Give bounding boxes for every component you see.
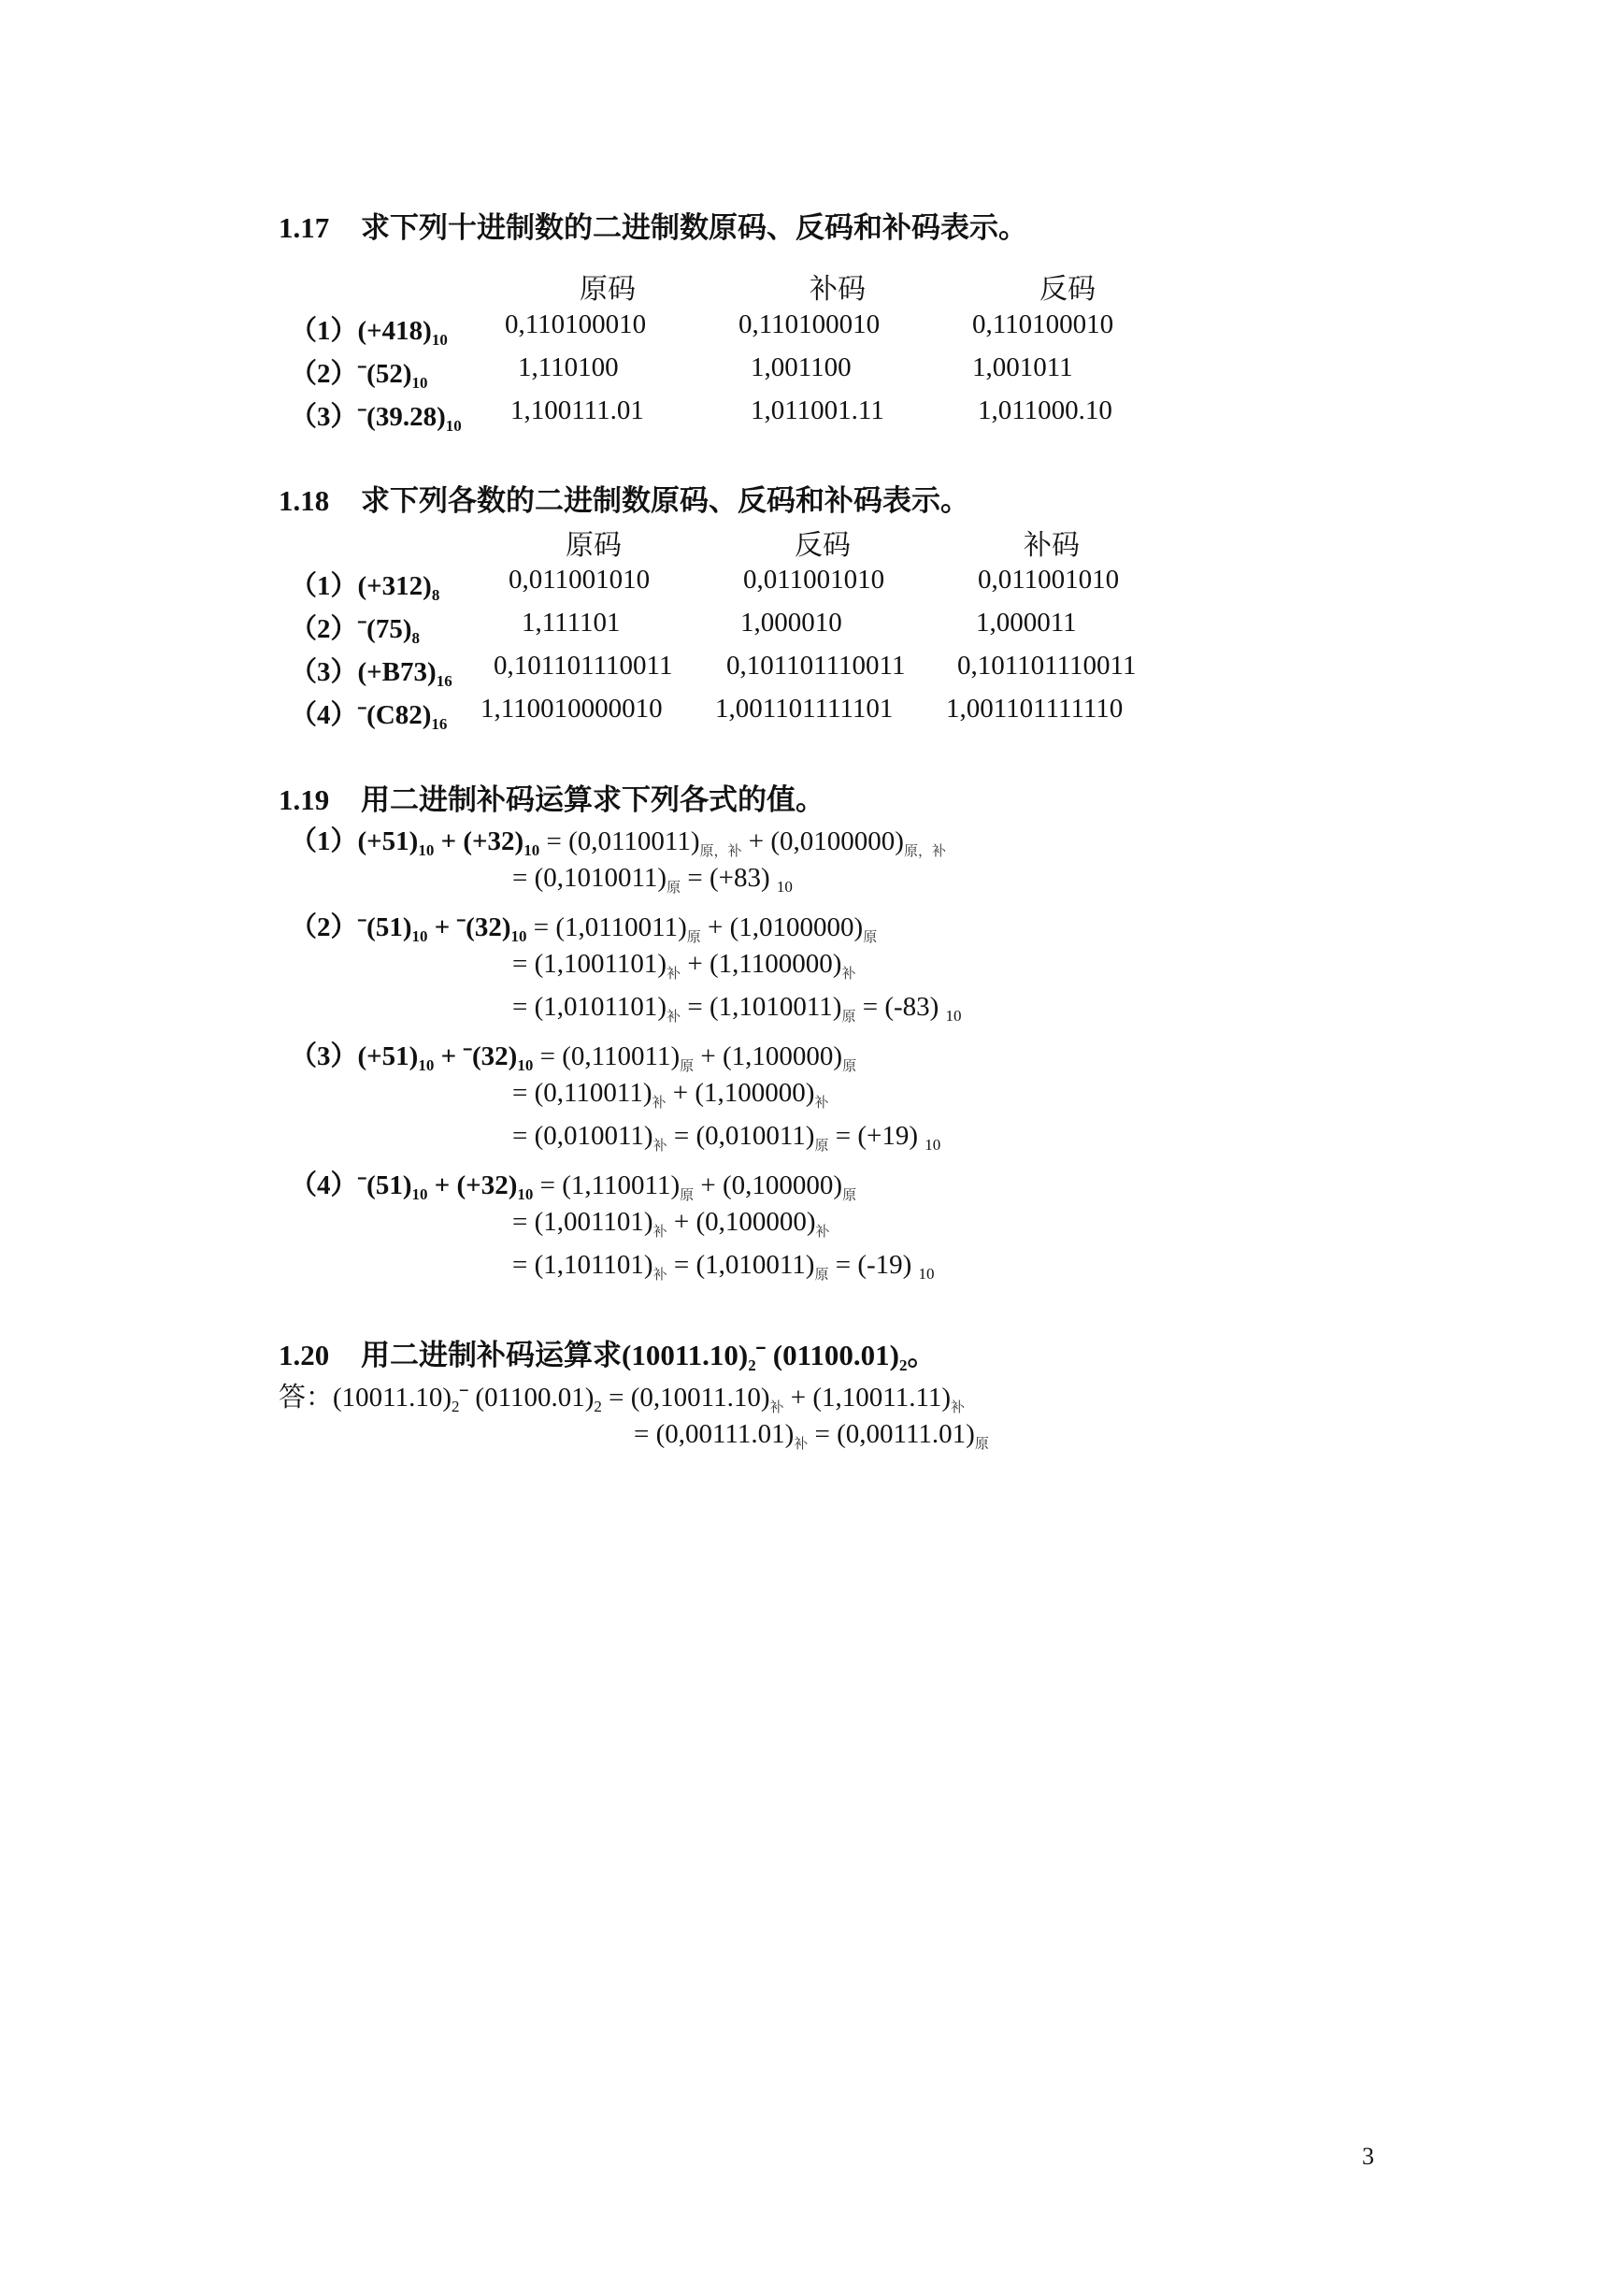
table-cell: 0,101101110011 xyxy=(957,651,1137,681)
table-cell: 0,011001010 xyxy=(509,565,651,595)
equation-2-line-2: = $(1,1001101)_补 + (1,1100000)_补$ xyxy=(512,949,856,982)
equation-4-line-2: = $(1,001101)_补 + (0,100000)_补$ xyxy=(512,1207,830,1240)
col-header-fanma: 反码 xyxy=(795,529,851,562)
table-cell: 0,101101110011 xyxy=(494,651,673,681)
table-cell: 1,110100 xyxy=(518,352,619,382)
col-header-fanma: 反码 xyxy=(1039,273,1096,306)
equation-1-line-1: $(1)(+51)_{10} + (+32)_{10} = (0,0110011)_{原,补} + (0,0100000)_{原,补}$ xyxy=(290,826,946,859)
table-cell: 0,110100010 xyxy=(972,309,1114,339)
table-cell: 1,000011 xyxy=(976,608,1077,638)
col-header-buma: 补码 xyxy=(810,273,866,306)
heading-1-18: 1.18 求下列各数的二进制数原码、反码和补码表示。 xyxy=(279,484,969,517)
row-label: $(2)ˉ(52)_{10}$ xyxy=(290,359,428,392)
table-cell: 1,001011 xyxy=(972,352,1073,382)
table-cell: 1,001100 xyxy=(751,352,852,382)
heading-1-20: 1.20 用二进制补码运算求$(10011.10)_2ˉ$ $(01100.01)_2$。 xyxy=(279,1339,937,1374)
row-label: $(1)(+312)_8$ xyxy=(290,571,440,604)
col-header-buma: 补码 xyxy=(1024,529,1080,562)
equation-3-line-3: = $(0,010011)_补 = (0,010011)_原 = (+19)$ $_{10}$ xyxy=(512,1121,941,1154)
table-cell: 1,111101 xyxy=(522,608,621,638)
col-header-yuanma: 原码 xyxy=(566,529,622,562)
table-cell: 1,000010 xyxy=(740,608,842,638)
table-cell: 0,110100010 xyxy=(738,309,881,339)
equation-4-line-3: = $(1,101101)_补 = (1,010011)_原 = (-19)$ $_{10}$ xyxy=(512,1250,935,1283)
heading-1-19: 1.19 用二进制补码运算求下列各式的值。 xyxy=(279,783,824,816)
equation-2-line-1: $(2)ˉ(51)_{10}$ + $ˉ(32)_{10} = (1,0110011)_原 + (1,0100000)_原$ xyxy=(290,912,878,945)
table-cell: 1,100111.01 xyxy=(510,395,644,425)
row-label: $(1)(+418)_{10}$ xyxy=(290,316,448,349)
table-cell: 1,011001.11 xyxy=(751,395,884,425)
table-cell: 1,110010000010 xyxy=(480,694,663,724)
table-cell: 0,101101110011 xyxy=(726,651,906,681)
row-label: $(3)ˉ(39.28)_{10}$ xyxy=(290,402,462,435)
answer-line-2: = $(0,00111.01)_补 = (0,00111.01)_原$ xyxy=(634,1419,989,1452)
table-cell: 1,011000.10 xyxy=(978,395,1112,425)
table-cell: 0,011001010 xyxy=(978,565,1120,595)
answer-line-1: 答：$(10011.10)_2ˉ$ $(01100.01)_2 = (0,10011.10)_补 + (1,10011.11)_补$ xyxy=(279,1383,966,1415)
equation-3-line-1: $(3)(+51)_{10}$ + $ˉ(32)_{10} = (0,110011)_原 + (1,100000)_原$ xyxy=(290,1041,857,1074)
table-cell: 1,001101111110 xyxy=(946,694,1124,724)
page-number: 3 xyxy=(1362,2143,1374,2170)
row-label: $(2)ˉ(75)_8$ xyxy=(290,614,420,647)
col-header-yuanma: 原码 xyxy=(580,273,636,306)
heading-1-17: 1.17 求下列十进制数的二进制数原码、反码和补码表示。 xyxy=(279,211,1027,244)
row-label: $(3)(+B73)_{16}$ xyxy=(290,657,452,690)
equation-3-line-2: = $(0,110011)_补 + (1,100000)_补$ xyxy=(512,1078,829,1111)
row-label: $(4)ˉ(C82)_{16}$ xyxy=(290,700,448,733)
table-cell: 0,110100010 xyxy=(505,309,647,339)
equation-4-line-1: $(4)ˉ(51)_{10} + (+32)_{10} = (1,110011)_原 + (0,100000)_原$ xyxy=(290,1170,857,1203)
table-cell: 0,011001010 xyxy=(743,565,885,595)
equation-2-line-3: = $(1,0101101)_补 = (1,1010011)_原 = (-83)$ $_{10}$ xyxy=(512,992,962,1025)
table-cell: 1,001101111101 xyxy=(715,694,894,724)
equation-1-line-2: = $(0,1010011)_原 = (+83)$ $_{10}$ xyxy=(512,863,793,896)
